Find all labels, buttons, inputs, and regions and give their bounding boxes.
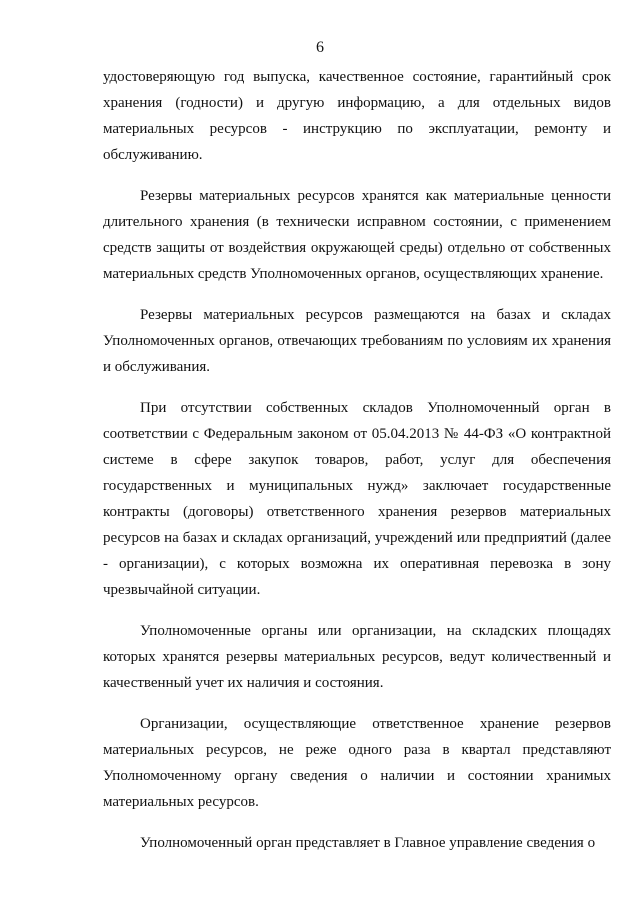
document-body: [103, 64, 611, 871]
paragraph-placement: Резервы материальных ресурсов размещаются на базах и складах Уполномоченных органов, отвечающих требованиям по условиям их хранения и обслуживания.: [103, 307, 611, 375]
page-number: 6: [316, 39, 324, 56]
paragraph-continuation: удостоверяющую год выпуска, качественное состояние, гарантийный срок хранения (годности) и другую информацию, а для отдельных видов материальных ресурсов - инструкцию по эксплуатации, ремонту и обслуживанию.: [103, 69, 611, 163]
paragraph-storage-conditions: Резервы материальных ресурсов хранятся как материальные ценности длительного хранения (в технически исправном состоянии, с применением средств защиты от воздействия окружающей среды) отдельно от собственных материальных средств Уполномоченных органов, осуществляющих хранение.: [103, 188, 611, 282]
paragraph-accounting: Уполномоченные органы или организации, на складских площадях которых хранятся резервы материальных ресурсов, ведут количественный и качественный учет их наличия и состояния.: [103, 623, 611, 691]
paragraph-contracts: При отсутствии собственных складов Уполномоченный орган в соответствии с Федеральным законом от 05.04.2013 № 44-ФЗ «О контрактной системе в сфере закупок товаров, работ, услуг для обеспечения государственных и муниципальных нужд» заключает государственные контракты (договоры) ответственного хранения резервов материальных ресурсов на базах и складах организаций, учреждений или предприятий (далее - организации), с которых возможна их оперативная перевозка в зону чрезвычайной ситуации.: [103, 400, 611, 598]
paragraph-main-directorate: Уполномоченный орган представляет в Главное управление сведения о: [140, 835, 596, 851]
paragraph-reporting: Организации, осуществляющие ответственное хранение резервов материальных ресурсов, не реже одного раза в квартал представляют Уполномоченному органу сведения о наличии и состоянии хранимых материальных ресурсов.: [103, 716, 611, 810]
